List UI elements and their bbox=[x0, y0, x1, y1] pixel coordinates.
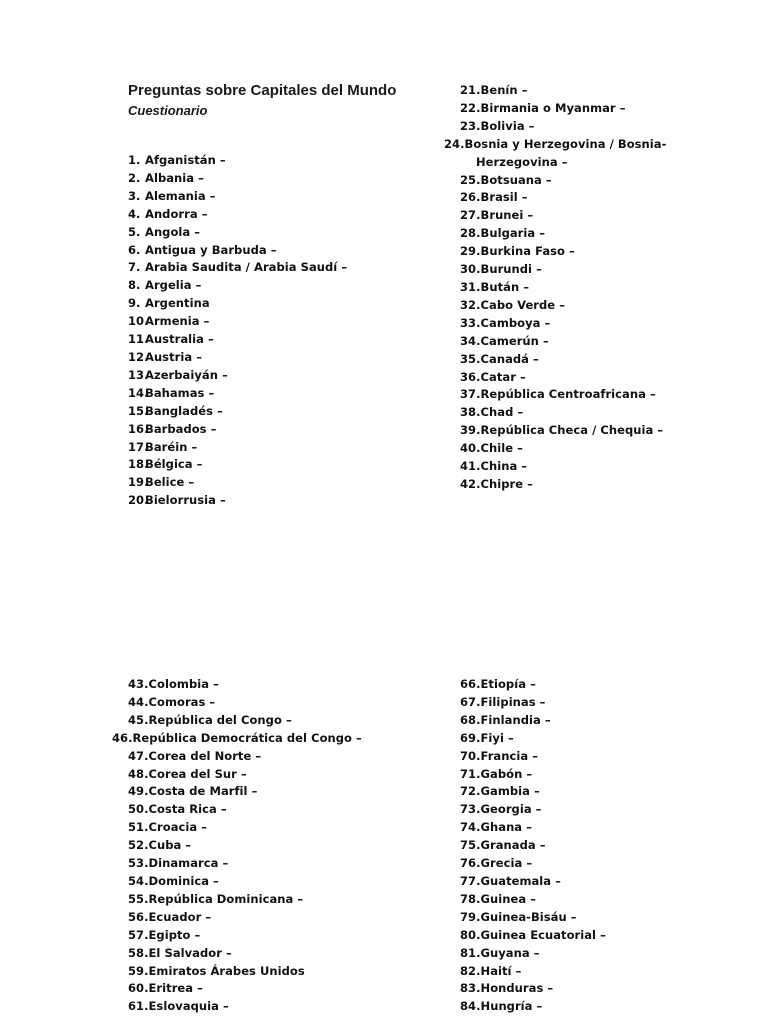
question-item bbox=[128, 421, 428, 439]
question-number: 79. bbox=[460, 909, 481, 924]
question-number: 72. bbox=[460, 784, 481, 799]
question-number: 1. bbox=[128, 153, 141, 167]
question-item bbox=[128, 439, 428, 457]
country-name: Alemania – bbox=[145, 188, 216, 203]
country-name: Cuba – bbox=[148, 838, 192, 853]
question-item bbox=[460, 837, 720, 855]
question-number: 17. bbox=[128, 439, 149, 454]
country-name: Gabón – bbox=[480, 766, 533, 781]
question-item bbox=[460, 404, 720, 422]
question-item bbox=[128, 998, 428, 1016]
question-item bbox=[128, 403, 428, 421]
country-name: Birmania o Myanmar – bbox=[480, 100, 626, 115]
question-item bbox=[128, 819, 428, 837]
country-name: Ghana – bbox=[480, 820, 532, 835]
question-item bbox=[128, 676, 428, 694]
question-item bbox=[460, 694, 720, 712]
question-number: 38. bbox=[460, 405, 481, 420]
question-number: 42. bbox=[460, 476, 481, 491]
question-number: 74. bbox=[460, 820, 481, 835]
country-name: Bielorrusia – bbox=[145, 493, 226, 508]
country-name: Bosnia y Herzegovina / Bosnia-Herzegovina – bbox=[464, 136, 667, 169]
question-item bbox=[460, 422, 720, 440]
country-name: Egipto – bbox=[148, 927, 201, 942]
question-item bbox=[128, 837, 428, 855]
question-number: 21. bbox=[460, 83, 481, 97]
country-name: Guyana – bbox=[480, 945, 540, 960]
question-number: 26. bbox=[460, 190, 481, 205]
country-name: Armenia – bbox=[145, 314, 210, 329]
question-item bbox=[128, 783, 428, 801]
question-number: 68. bbox=[460, 712, 481, 727]
question-number: 52. bbox=[128, 838, 149, 853]
question-item bbox=[460, 963, 720, 981]
country-name: Azerbaiyán – bbox=[145, 367, 228, 382]
question-item bbox=[128, 331, 428, 349]
country-name: Corea del Sur – bbox=[148, 766, 247, 781]
question-number: 81. bbox=[460, 945, 481, 960]
country-name: Costa de Marfil – bbox=[148, 784, 258, 799]
question-number: 20. bbox=[128, 493, 149, 508]
country-name: Emiratos Árabes Unidos bbox=[148, 963, 305, 978]
question-item bbox=[460, 333, 720, 351]
question-item bbox=[460, 980, 720, 998]
question-item bbox=[460, 279, 720, 297]
question-number: 31. bbox=[460, 279, 481, 294]
question-number: 16. bbox=[128, 421, 149, 436]
question-item bbox=[128, 188, 428, 206]
question-item bbox=[460, 801, 720, 819]
question-item bbox=[460, 351, 720, 369]
question-item bbox=[128, 963, 428, 981]
question-number: 7. bbox=[128, 260, 141, 275]
question-item bbox=[460, 172, 720, 190]
question-item bbox=[128, 277, 428, 295]
question-item bbox=[460, 261, 720, 279]
question-number: 15. bbox=[128, 403, 149, 418]
question-item bbox=[460, 118, 720, 136]
question-number: 77. bbox=[460, 873, 481, 888]
country-name: Camerún – bbox=[480, 333, 549, 348]
question-item bbox=[460, 315, 720, 333]
question-number: 51. bbox=[128, 820, 149, 835]
question-item bbox=[460, 207, 720, 225]
question-item bbox=[128, 385, 428, 403]
question-number: 22. bbox=[460, 100, 481, 115]
question-number: 8. bbox=[128, 278, 141, 293]
question-number: 78. bbox=[460, 891, 481, 906]
question-item bbox=[444, 136, 720, 172]
question-number: 30. bbox=[460, 262, 481, 277]
country-name: Finlandia – bbox=[480, 712, 551, 727]
country-name: Gambia – bbox=[480, 784, 540, 799]
question-item bbox=[112, 730, 428, 748]
question-item bbox=[128, 224, 428, 242]
country-name: Baréin – bbox=[145, 439, 198, 454]
question-number: 55. bbox=[128, 891, 149, 906]
question-number: 2. bbox=[128, 170, 141, 185]
country-name: Andorra – bbox=[145, 206, 208, 221]
question-number: 27. bbox=[460, 208, 481, 223]
country-name: Hungría – bbox=[480, 999, 543, 1014]
question-item bbox=[460, 225, 720, 243]
question-number: 44. bbox=[128, 694, 149, 709]
question-item bbox=[128, 980, 428, 998]
country-name: Bangladés – bbox=[145, 403, 223, 418]
country-name: Corea del Norte – bbox=[148, 748, 262, 763]
country-name: Burkina Faso – bbox=[480, 244, 575, 259]
country-name: Dominica – bbox=[148, 873, 219, 888]
question-item bbox=[460, 819, 720, 837]
question-number: 50. bbox=[128, 802, 149, 817]
country-name: Chile – bbox=[480, 441, 523, 456]
question-item bbox=[128, 170, 428, 188]
question-item bbox=[460, 855, 720, 873]
country-name: Granada – bbox=[480, 838, 546, 853]
question-number: 24. bbox=[444, 136, 465, 151]
question-item bbox=[460, 243, 720, 261]
country-name: Eslovaquia – bbox=[148, 999, 229, 1014]
country-name: Chipre – bbox=[480, 476, 533, 491]
question-number: 70. bbox=[460, 748, 481, 763]
question-number: 10. bbox=[128, 314, 149, 329]
country-name: Cabo Verde – bbox=[480, 297, 565, 312]
country-name: Bulgaria – bbox=[480, 226, 546, 241]
question-item bbox=[460, 891, 720, 909]
country-name: Georgia – bbox=[480, 802, 542, 817]
country-name: Guinea – bbox=[480, 891, 536, 906]
country-name: Angola – bbox=[145, 224, 201, 239]
question-number: 37. bbox=[460, 387, 481, 402]
question-list-column-1 bbox=[128, 152, 428, 510]
question-item bbox=[460, 873, 720, 891]
question-number: 32. bbox=[460, 297, 481, 312]
country-name: Bután – bbox=[480, 279, 530, 294]
question-number: 58. bbox=[128, 945, 149, 960]
country-name: El Salvador – bbox=[148, 945, 232, 960]
question-number: 40. bbox=[460, 441, 481, 456]
question-number: 18. bbox=[128, 457, 149, 472]
question-number: 39. bbox=[460, 423, 481, 438]
question-number: 69. bbox=[460, 730, 481, 745]
question-item bbox=[128, 945, 428, 963]
question-number: 33. bbox=[460, 315, 481, 330]
question-item bbox=[460, 945, 720, 963]
question-item bbox=[128, 801, 428, 819]
country-name: Antigua y Barbuda – bbox=[145, 242, 277, 257]
country-name: Argentina bbox=[145, 296, 210, 311]
question-number: 11. bbox=[128, 332, 149, 347]
country-name: Barbados – bbox=[145, 421, 217, 436]
question-item bbox=[460, 189, 720, 207]
country-name: China – bbox=[480, 459, 528, 474]
question-number: 53. bbox=[128, 856, 149, 871]
question-number: 41. bbox=[460, 459, 481, 474]
question-item bbox=[460, 783, 720, 801]
question-number: 83. bbox=[460, 981, 481, 996]
country-name: Canadá – bbox=[480, 351, 539, 366]
question-number: 49. bbox=[128, 784, 149, 799]
question-number: 35. bbox=[460, 351, 481, 366]
question-item bbox=[128, 206, 428, 224]
question-item bbox=[128, 492, 428, 510]
question-number: 54. bbox=[128, 873, 149, 888]
question-item bbox=[460, 458, 720, 476]
country-name: Guinea-Bisáu – bbox=[480, 909, 577, 924]
question-number: 56. bbox=[128, 909, 149, 924]
question-item bbox=[128, 873, 428, 891]
country-name: República Checa / Chequia – bbox=[480, 423, 664, 438]
question-item bbox=[460, 100, 720, 118]
question-item bbox=[460, 766, 720, 784]
question-item bbox=[460, 998, 720, 1016]
country-name: Belice – bbox=[145, 475, 195, 490]
country-name: Catar – bbox=[480, 369, 526, 384]
question-number: 82. bbox=[460, 963, 481, 978]
question-item bbox=[128, 712, 428, 730]
country-name: Costa Rica – bbox=[148, 802, 227, 817]
question-item bbox=[460, 297, 720, 315]
country-name: Croacia – bbox=[148, 820, 208, 835]
question-number: 48. bbox=[128, 766, 149, 781]
country-name: Comoras – bbox=[148, 694, 216, 709]
country-name: Bélgica – bbox=[145, 457, 203, 472]
country-name: Francia – bbox=[480, 748, 538, 763]
question-number: 61. bbox=[128, 999, 149, 1014]
country-name: Austria – bbox=[145, 349, 203, 364]
question-item bbox=[460, 730, 720, 748]
country-name: Honduras – bbox=[480, 981, 554, 996]
question-number: 12. bbox=[128, 349, 149, 364]
question-item bbox=[460, 82, 720, 100]
question-number: 9. bbox=[128, 296, 141, 311]
document-title: Preguntas sobre Capitales del Mundo bbox=[128, 82, 397, 99]
question-item bbox=[128, 259, 428, 277]
question-number: 66. bbox=[460, 677, 481, 691]
question-number: 23. bbox=[460, 118, 481, 133]
question-list-column-2 bbox=[444, 82, 720, 494]
question-list-column-3 bbox=[112, 676, 428, 1016]
question-item bbox=[128, 295, 428, 313]
country-name: Bahamas – bbox=[145, 385, 215, 400]
question-item bbox=[460, 712, 720, 730]
question-number: 76. bbox=[460, 856, 481, 871]
question-number: 47. bbox=[128, 748, 149, 763]
country-name: Fiyi – bbox=[480, 730, 514, 745]
question-item bbox=[128, 855, 428, 873]
question-item bbox=[128, 474, 428, 492]
document-heading bbox=[128, 80, 408, 119]
question-item bbox=[460, 748, 720, 766]
question-item bbox=[460, 386, 720, 404]
document-subtitle: Cuestionario bbox=[128, 103, 208, 118]
country-name: Albania – bbox=[145, 170, 204, 185]
country-name: Etiopía – bbox=[480, 677, 536, 691]
country-name: Colombia – bbox=[148, 677, 219, 691]
question-number: 25. bbox=[460, 172, 481, 187]
country-name: Afganistán – bbox=[145, 153, 226, 167]
question-number: 75. bbox=[460, 838, 481, 853]
question-number: 46. bbox=[112, 730, 133, 745]
country-name: Grecia – bbox=[480, 856, 533, 871]
question-item bbox=[128, 152, 428, 170]
country-name: Benín – bbox=[480, 83, 528, 97]
country-name: Brasil – bbox=[480, 190, 528, 205]
question-item bbox=[460, 676, 720, 694]
question-item bbox=[128, 766, 428, 784]
question-number: 43. bbox=[128, 677, 149, 691]
question-item bbox=[460, 369, 720, 387]
question-number: 36. bbox=[460, 369, 481, 384]
country-name: Eritrea – bbox=[148, 981, 203, 996]
question-number: 73. bbox=[460, 802, 481, 817]
country-name: Guinea Ecuatorial – bbox=[480, 927, 606, 942]
question-number: 4. bbox=[128, 206, 141, 221]
country-name: Filipinas – bbox=[480, 694, 546, 709]
country-name: República Centroafricana – bbox=[480, 387, 656, 402]
country-name: Arabia Saudita / Arabia Saudí – bbox=[145, 260, 348, 275]
country-name: Ecuador – bbox=[148, 909, 212, 924]
question-number: 60. bbox=[128, 981, 149, 996]
question-item bbox=[460, 476, 720, 494]
question-list-column-4 bbox=[460, 676, 720, 1016]
question-item bbox=[128, 313, 428, 331]
country-name: Argelia – bbox=[145, 278, 202, 293]
country-name: Botsuana – bbox=[480, 172, 552, 187]
question-item bbox=[128, 748, 428, 766]
country-name: Brunei – bbox=[480, 208, 534, 223]
country-name: Chad – bbox=[480, 405, 524, 420]
question-number: 5. bbox=[128, 224, 141, 239]
question-number: 67. bbox=[460, 694, 481, 709]
country-name: República Democrática del Congo – bbox=[132, 730, 362, 745]
question-item bbox=[128, 927, 428, 945]
question-number: 57. bbox=[128, 927, 149, 942]
question-item bbox=[460, 927, 720, 945]
country-name: Guatemala – bbox=[480, 873, 561, 888]
question-number: 45. bbox=[128, 712, 149, 727]
country-name: República Dominicana – bbox=[148, 891, 304, 906]
country-name: Dinamarca – bbox=[148, 856, 229, 871]
country-name: Australia – bbox=[145, 332, 214, 347]
question-item bbox=[128, 909, 428, 927]
question-number: 71. bbox=[460, 766, 481, 781]
question-item bbox=[128, 891, 428, 909]
question-item bbox=[128, 242, 428, 260]
country-name: Bolivia – bbox=[480, 118, 535, 133]
question-number: 13. bbox=[128, 367, 149, 382]
question-number: 80. bbox=[460, 927, 481, 942]
question-number: 14. bbox=[128, 385, 149, 400]
question-number: 3. bbox=[128, 188, 141, 203]
question-number: 59. bbox=[128, 963, 149, 978]
country-name: Burundi – bbox=[480, 262, 542, 277]
country-name: Haití – bbox=[480, 963, 522, 978]
question-number: 84. bbox=[460, 999, 481, 1014]
question-number: 28. bbox=[460, 226, 481, 241]
question-number: 34. bbox=[460, 333, 481, 348]
country-name: República del Congo – bbox=[148, 712, 292, 727]
question-item bbox=[128, 456, 428, 474]
question-number: 6. bbox=[128, 242, 141, 257]
question-item bbox=[128, 694, 428, 712]
question-item bbox=[128, 349, 428, 367]
question-item bbox=[128, 367, 428, 385]
country-name: Camboya – bbox=[480, 315, 551, 330]
question-number: 29. bbox=[460, 244, 481, 259]
question-number: 19. bbox=[128, 475, 149, 490]
question-item bbox=[460, 440, 720, 458]
question-item bbox=[460, 909, 720, 927]
